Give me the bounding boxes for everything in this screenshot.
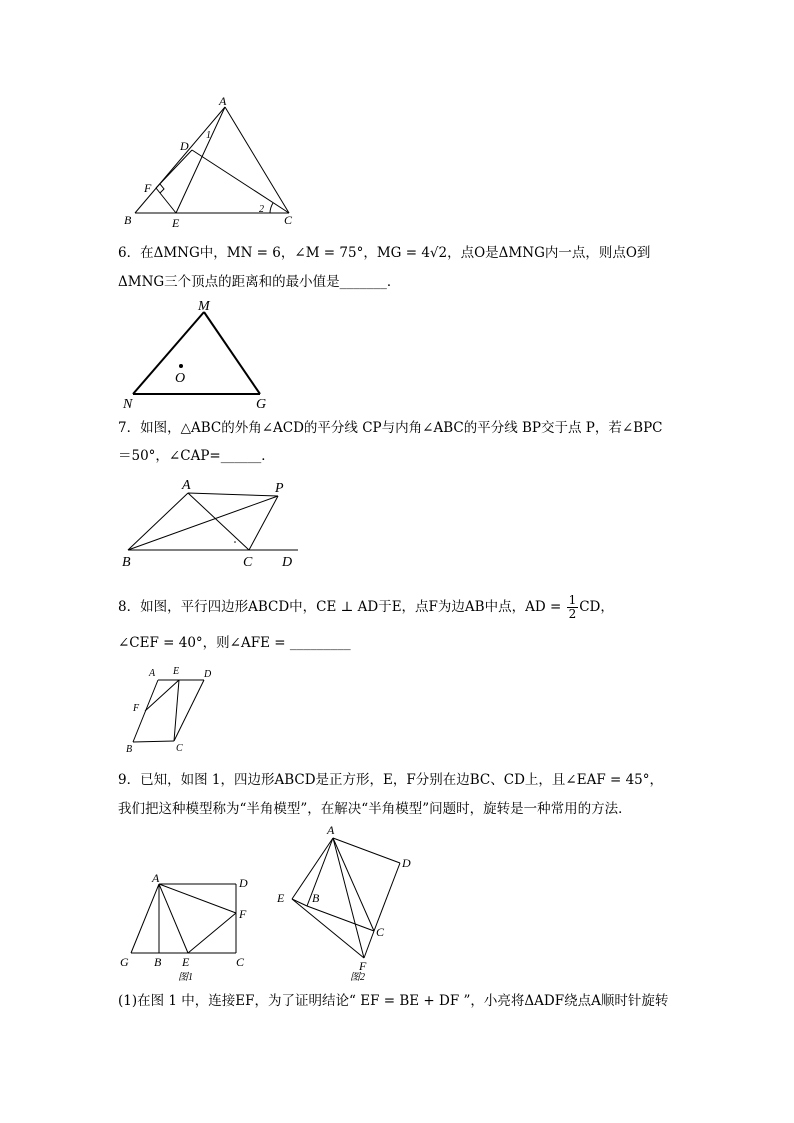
q6-line2: ΔMNG三个顶点的距离和的最小值是_______． (118, 274, 401, 290)
label-c: C (376, 925, 385, 939)
fraction (567, 594, 579, 621)
label-n: N (123, 397, 133, 412)
label-b: B (312, 891, 320, 905)
fraction-numerator: 1 (568, 593, 577, 607)
label-d: D (282, 555, 293, 570)
label-e: E (277, 891, 285, 905)
label-c: C (176, 743, 183, 754)
q8-line1-b: CD， (579, 599, 614, 615)
caption-fig2: 图2 (350, 972, 365, 983)
label-g: G (120, 955, 129, 969)
q7-line1: 7．如图，△ABC的外角∠ACD的平分线 CP与内角∠ABC的平分线 BP交于点 P，若∠BPC (118, 420, 663, 436)
label-d: D (180, 139, 189, 153)
label-d: D (402, 856, 411, 870)
label-a: A (152, 871, 160, 885)
label-a: A (327, 823, 335, 837)
label-b: B (122, 555, 131, 570)
label-p: P (275, 481, 284, 496)
label-2: 2 (259, 204, 264, 215)
label-a: A (219, 94, 227, 108)
label-c: C (284, 213, 293, 227)
label-f: F (239, 907, 247, 921)
label-1: 1 (206, 130, 211, 141)
label-c: C (236, 955, 245, 969)
label-c: C (243, 555, 253, 570)
square-half-angle-figure-2 (272, 820, 422, 985)
label-e: E (182, 955, 190, 969)
q9-line1: 9．已知，如图 1，四边形ABCD是正方形，E，F分别在边BC、CD上，且∠EAF = 45°， (118, 772, 664, 788)
q8-line1-a: 8．如图，平行四边形ABCD中，CE ⊥ AD于E，点F为边AB中点，AD = (118, 599, 562, 615)
label-f: F (359, 959, 367, 973)
q7-line2: ＝50°，∠CAP=______． (118, 448, 275, 464)
label-f: F (133, 703, 140, 714)
triangle-abc-bisector-figure (118, 476, 308, 572)
point-o (179, 364, 183, 368)
label-d: D (204, 669, 212, 680)
label-f: F (144, 181, 152, 195)
q8-line1 (118, 594, 614, 621)
q8-line2: ∠CEF = 40°，则∠AFE = _________ (118, 635, 351, 651)
label-b: B (124, 213, 132, 227)
label-o: O (175, 371, 186, 386)
fraction-denominator: 2 (568, 607, 577, 621)
parallelogram-abcd-figure (118, 660, 228, 755)
triangle-abc-figure (118, 92, 308, 232)
q6-line1: 6．在ΔMNG中，MN = 6，∠M = 75°，MG = 4√2，点O是ΔMNG内一点，则点O到 (118, 245, 651, 261)
label-e: E (172, 216, 180, 230)
label-b: B (126, 744, 133, 755)
label-a: A (149, 668, 156, 679)
q9-line2: 我们把这种模型称为“半角模型”，在解决“半角模型”问题时，旋转是一种常用的方法． (118, 801, 632, 817)
label-m: M (198, 299, 210, 314)
label-e: E (173, 666, 180, 677)
label-a: A (182, 478, 191, 493)
triangle-mng-figure (118, 298, 278, 413)
square-half-angle-figure-1 (115, 868, 260, 983)
q9-sub1: (1)在图 1 中，连接EF，为了证明结论“ EF = BE + DF ”，小亮将ΔADF绕点A顺时针旋转 (118, 993, 669, 1009)
label-b: B (154, 955, 162, 969)
label-d: D (239, 876, 248, 890)
caption-fig1: 图1 (178, 972, 193, 983)
label-g: G (256, 397, 267, 412)
